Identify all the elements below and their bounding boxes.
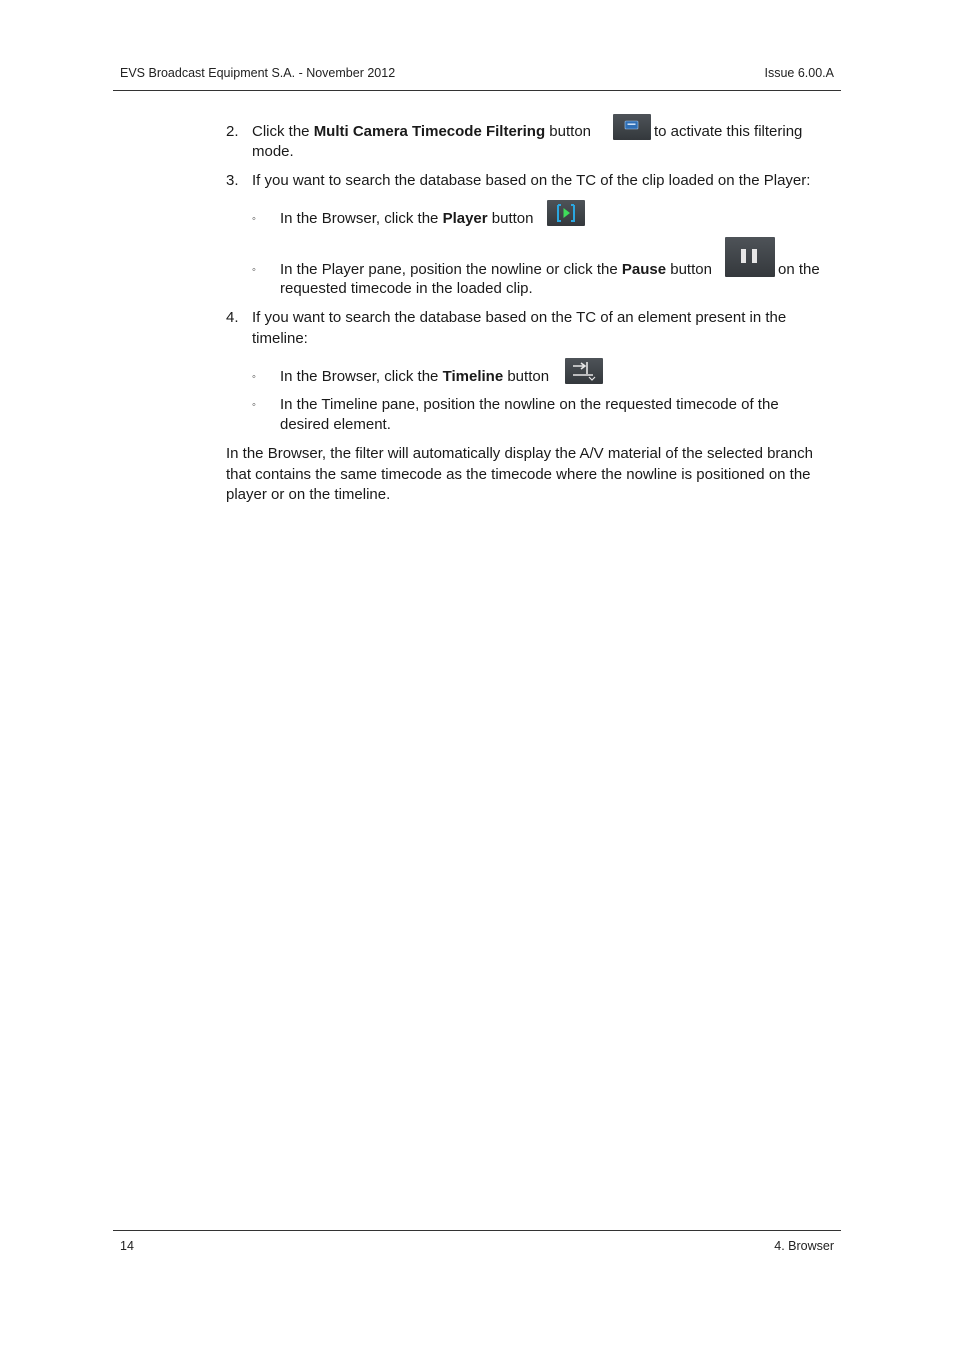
bullet-marker: ◦ [252, 264, 256, 276]
multi-camera-timecode-filter-icon [613, 114, 651, 140]
bold-term: Player [442, 210, 488, 227]
bold-term: Multi Camera Timecode Filtering [313, 123, 546, 140]
step-text: If you want to search the database based on the TC of the clip loaded on the Player: [252, 172, 811, 189]
conclusion-line-2: that contains the same timecode as the timecode where the nowline is positioned on the [226, 466, 811, 483]
step-number: 4. [226, 309, 239, 326]
step-number: 2. [226, 123, 239, 140]
text-run: In the Player pane, position the nowline or click the [280, 261, 622, 278]
text-run: requested timecode in the loaded clip. [280, 280, 533, 297]
step-text [252, 122, 591, 143]
timeline-icon [565, 358, 603, 384]
conclusion-line-3: player or on the timeline. [226, 486, 391, 503]
bullet-text [280, 209, 534, 230]
step-3-bullet-2-cont [778, 260, 820, 281]
header-publisher: EVS Broadcast Equipment S.A. - November 2012 [120, 66, 396, 80]
text-run: Click the [252, 123, 314, 140]
bullet-marker: ◦ [252, 371, 256, 383]
footer-section: 4. Browser [774, 1239, 834, 1253]
text-run: button [666, 261, 712, 278]
bold-term: Timeline [442, 368, 504, 385]
text-run: to activate this filtering [654, 123, 803, 140]
step-number: 3. [226, 172, 239, 189]
text-run: timeline: [252, 330, 308, 347]
bullet-text [280, 367, 549, 388]
bullet-marker: ◦ [252, 399, 256, 411]
player-icon [547, 200, 585, 226]
text-run: In the Browser, click the [280, 368, 443, 385]
text-run: In the Browser, click the [280, 210, 443, 227]
page-number: 14 [120, 1239, 134, 1253]
bullet-text [280, 260, 712, 281]
text-run: button [545, 123, 592, 140]
text-run: button [503, 368, 550, 385]
header-issue: Issue 6.00.A [764, 66, 834, 80]
page-footer [113, 1230, 841, 1253]
page-header [113, 66, 841, 91]
pause-icon [725, 237, 775, 277]
conclusion-line-1: In the Browser, the filter will automatically display the A/V material of the selected branch [226, 445, 813, 462]
bullet-text: In the Timeline pane, position the nowline on the requested timecode of the [280, 396, 779, 413]
text-run: on the [778, 261, 820, 278]
step-text: If you want to search the database based on the TC of an element present in the [252, 309, 787, 326]
bold-term: Pause [621, 261, 667, 278]
bullet-marker: ◦ [252, 213, 256, 225]
text-run: mode. [252, 143, 294, 160]
text-run: button [487, 210, 534, 227]
step-2-cont [654, 122, 802, 143]
text-run: desired element. [280, 416, 391, 433]
